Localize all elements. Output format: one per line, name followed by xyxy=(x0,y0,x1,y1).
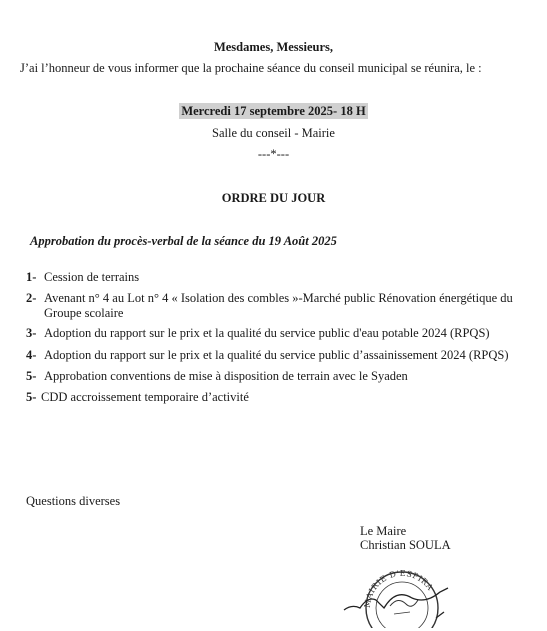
agenda-item-number: 5- xyxy=(26,390,37,404)
agenda-item-number: 5- xyxy=(26,369,37,383)
agenda-item-text: Approbation conventions de mise à disposition de terrain avec le Syaden xyxy=(44,369,408,383)
minutes-approval: Approbation du procès-verbal de la séance du 19 Août 2025 xyxy=(30,234,337,248)
agenda-title: ORDRE DU JOUR xyxy=(221,191,326,205)
mayor-name: Christian SOULA xyxy=(360,538,451,552)
seal-text: MAIRIE D'ESPIRA xyxy=(362,568,435,609)
agenda-item-text: Cession de terrains xyxy=(44,270,140,284)
agenda-item-number: 4- xyxy=(26,348,37,362)
agenda-item-number: 2- xyxy=(26,291,37,305)
agenda-item-number: 3- xyxy=(26,326,37,340)
questions-diverses: Questions diverses xyxy=(26,494,121,508)
intro-text: J’ai l’honneur de vous informer que la prochaine séance du conseil municipal se réunira, le : xyxy=(20,61,482,75)
town-hall-seal xyxy=(340,548,460,628)
svg-text:MAIRIE D'ESPIRA xyxy=(363,569,435,608)
greeting: Mesdames, Messieurs, xyxy=(213,40,334,54)
meeting-date-container xyxy=(0,103,547,119)
agenda-item-text: Adoption du rapport sur le prix et la qualité du service public d'eau potable 2024 (RPQS) xyxy=(44,326,490,340)
meeting-location: Salle du conseil - Mairie xyxy=(212,126,335,140)
agenda-item-number: 1- xyxy=(26,270,37,284)
separator: ---*--- xyxy=(257,147,290,161)
mayor-title: Le Maire xyxy=(360,524,407,538)
meeting-datetime: Mercredi 17 septembre 2025- 18 H xyxy=(181,104,366,118)
agenda-item-text: Avenant n° 4 au Lot n° 4 « Isolation des combles »-Marché public Rénovation énergétique du Groupe scolaire xyxy=(44,291,513,320)
agenda-item-text: Adoption du rapport sur le prix et la qualité du service public d’assainissement 2024 (RPQS) xyxy=(44,348,509,362)
agenda-item-text: CDD accroissement temporaire d’activité xyxy=(41,390,249,404)
